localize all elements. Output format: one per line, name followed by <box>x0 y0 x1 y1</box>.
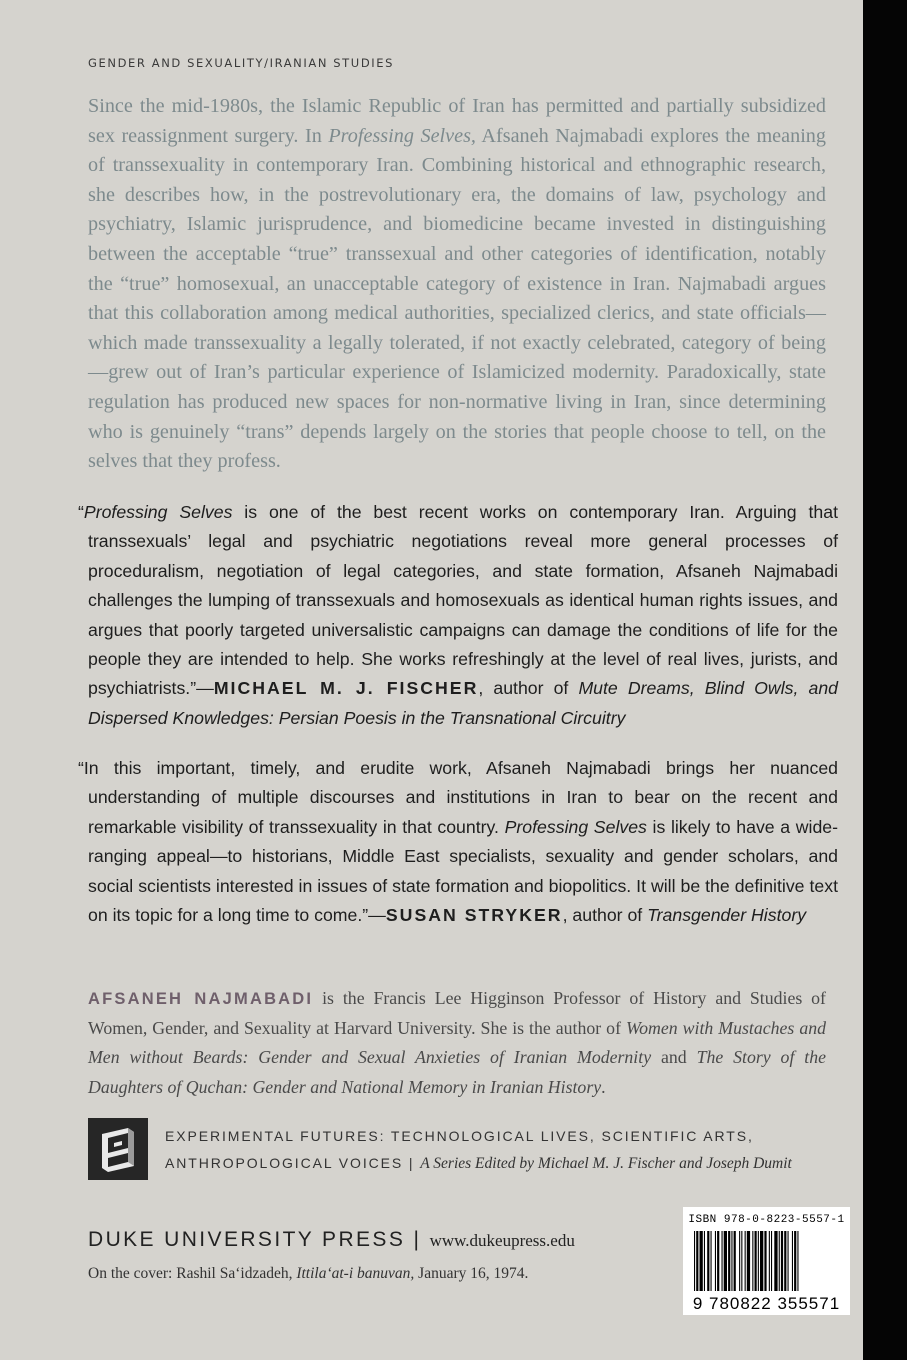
endorsement-fischer <box>78 498 838 733</box>
series-colon: : <box>379 1128 391 1144</box>
publisher-separator: | <box>405 1228 430 1251</box>
quote-author-work: Transgender History <box>647 905 807 926</box>
series-subtitle-2: ANTHROPOLOGICAL VOICES <box>165 1155 404 1171</box>
quote-author: SUSAN STRYKER <box>385 905 563 926</box>
category-label: GENDER AND SEXUALITY/IRANIAN STUDIES <box>88 56 395 70</box>
bio-end: . <box>601 1076 606 1097</box>
series-line-1 <box>165 1128 754 1144</box>
series-line-2 <box>165 1155 792 1173</box>
series-separator: | <box>403 1155 421 1171</box>
quote-author: MICHAEL M. J. FISCHER <box>213 678 479 699</box>
publisher-url[interactable]: www.dukeupress.edu <box>429 1231 575 1250</box>
quote-text-cont: is likely to have a wide-ranging appeal—to historians, Middle East specialists, sexuality and gender scholars, and social scientists interested in issues of state formation and biopolitics. It will be the definitive text on its topic for a long time to come.”— <box>88 816 839 926</box>
cover-credit-prefix: On the cover: Rashil Sa‘idzadeh, <box>88 1265 297 1282</box>
series-logo-icon <box>88 1118 148 1180</box>
description-text-cont: Afsaneh Najmabadi explores the meaning of transsexuality in contemporary Iran. Combining historical and ethnographic research, she describes how, in the postrevolutionary era, the domains of law, psychology and psychiatry, Islamic jurisprudence, and biomedicine became invested in distinguishing between the acceptable “true” transsexual and other categories of identification, notably the “true” homosexual, an unacceptable category of existence in Iran. Najmabadi argues that this collaboration among medical authorities, specialized clerics, and state officials—which made transsexuality a legally tolerated, if not exactly celebrated, category of being—grew out of Iran’s particular experience of Islamicized modernity. Paradoxically, state regulation has produced new spaces for non-normative living in Iran, since determining who is genuinely “trans” depends largely on the stories that people choose to tell, on the selves that they profess. <box>88 124 826 473</box>
barcode-icon <box>690 1231 843 1295</box>
barcode-digits: 9 780822 355571 <box>692 1294 841 1313</box>
author-bio <box>88 984 826 1102</box>
quote-text: “In this important, timely, and erudite work, Afsaneh Najmabadi brings her nuanced understanding of multiple discourses and institutions in Iran to bear on the recent and remarkable visibility of transsexuality in that country. <box>78 758 838 837</box>
quote-book-title: Professing Selves <box>83 502 233 522</box>
bio-book-1: Women with Mustaches and Men without Beards: Gender and Sexual Anxieties of Iranian Modernity <box>88 1018 826 1068</box>
endorsement-stryker <box>78 754 838 930</box>
isbn-label: ISBN 978-0-8223-5557-1 <box>688 1214 845 1226</box>
publisher-name: DUKE UNIVERSITY PRESS <box>88 1228 406 1251</box>
quote-book-title: Professing Selves <box>504 816 647 837</box>
description-text: Since the mid-1980s, the Islamic Republic of Iran has permitted and partially subsidized sex reassignment surgery. In <box>88 95 826 147</box>
cover-credit <box>88 1265 528 1283</box>
quote-author-work: Mute Dreams, Blind Owls, and Dispersed Knowledges: Persian Poesis in the Transnational Circuitry <box>88 678 838 728</box>
isbn-barcode <box>683 1207 850 1315</box>
quote-text: is one of the best recent works on contemporary Iran. Arguing that transsexuals’ legal and psychiatric negotiations reveal more general processes of proceduralism, negotiation of legal categories, and state formation, Afsaneh Najmabadi challenges the lumping of transsexuals and homosexuals as identical human rights issues, and argues that poorly targeted universalistic campaigns can damage the conditions of life for the people they are intended to help. She works refreshingly at the level of real lives, jurists, and psychiatrists.”— <box>88 502 838 699</box>
quote-open: “ <box>78 502 84 522</box>
quote-author-suffix: , author of <box>478 678 579 699</box>
description-book-title: Professing Selves, <box>328 124 476 147</box>
cover-credit-work: Ittila‘at-i banuvan, <box>296 1265 415 1282</box>
cover-credit-date: January 16, 1974. <box>414 1265 529 1282</box>
quote-author-suffix: , author of <box>562 905 648 926</box>
bio-book-2: The Story of the Daughters of Quchan: Gender and National Memory in Iranian History <box>88 1047 826 1097</box>
publisher-line <box>88 1228 575 1252</box>
description-paragraph <box>88 92 826 477</box>
bio-text: is the Francis Lee Higginson Professor of History and Studies of Women, Gender, and Sexuality at Harvard University. She is the author of <box>88 988 826 1039</box>
series-subtitle-1: TECHNOLOGICAL LIVES, SCIENTIFIC ARTS, <box>390 1128 754 1144</box>
book-spine <box>863 0 907 1360</box>
series-name: EXPERIMENTAL FUTURES <box>165 1128 380 1144</box>
bio-and: and <box>651 1047 697 1068</box>
author-name: AFSANEH NAJMABADI <box>88 990 314 1008</box>
series-editors: A Series Edited by Michael M. J. Fischer and Joseph Dumit <box>420 1155 792 1172</box>
